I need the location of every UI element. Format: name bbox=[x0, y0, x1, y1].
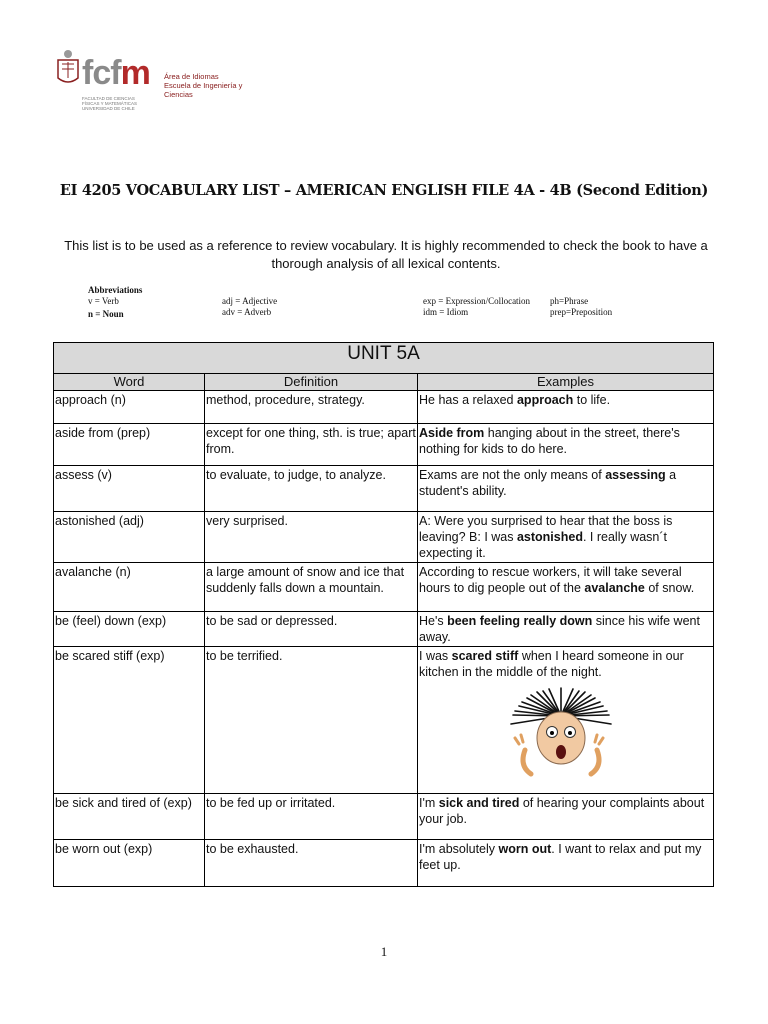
example-cell bbox=[418, 391, 714, 424]
word-cell: assess (v) bbox=[54, 466, 205, 512]
scared-cartoon-illustration bbox=[491, 686, 631, 778]
table-row bbox=[54, 512, 714, 563]
example-cell bbox=[418, 794, 714, 840]
abbreviations-col-2 bbox=[222, 296, 277, 318]
example-cell bbox=[418, 424, 714, 466]
vocabulary-table bbox=[53, 342, 714, 887]
example-text: of hearing your complaints about your job. bbox=[419, 796, 705, 826]
abbr-expression: exp = Expression/Collocation bbox=[423, 296, 531, 306]
definition-cell: to be exhausted. bbox=[205, 840, 418, 887]
example-text: a student's ability. bbox=[419, 468, 677, 498]
example-text: I was bbox=[419, 649, 452, 663]
table-row bbox=[54, 840, 714, 887]
table-row bbox=[54, 391, 714, 424]
document-title: EI 4205 VOCABULARY LIST – AMERICAN ENGLISH FILE 4A - 4B (Second Edition) bbox=[59, 182, 709, 199]
table-row bbox=[54, 612, 714, 647]
example-keyword: worn out bbox=[498, 842, 552, 856]
example-text: . I really wasn´t expecting it. bbox=[419, 530, 668, 560]
example-text: since his wife went away. bbox=[419, 614, 700, 644]
logo-faculty: FACULTAD DE CIENCIAS FÍSICAS Y MATEMÁTICAS UNIVERSIDAD DE CHILE bbox=[82, 96, 138, 111]
abbr-phrase: ph=Phrase bbox=[550, 296, 589, 306]
example-text: . I want to relax and put my feet up. bbox=[419, 842, 702, 872]
example-cell bbox=[418, 563, 714, 612]
unit-header-row bbox=[54, 343, 714, 374]
example-keyword: Aside from bbox=[419, 426, 485, 440]
abbr-noun: n = Noun bbox=[88, 309, 124, 319]
table-row bbox=[54, 424, 714, 466]
example-text: A: Were you surprised to hear that the boss is leaving? B: I was bbox=[419, 514, 673, 544]
definition-cell: to be terrified. bbox=[205, 647, 418, 794]
word-cell: avalanche (n) bbox=[54, 563, 205, 612]
definition-cell: a large amount of snow and ice that suddenly falls down a mountain. bbox=[205, 563, 418, 612]
example-keyword: scared stiff bbox=[451, 649, 519, 663]
abbreviations-col-3 bbox=[423, 296, 530, 318]
intro-paragraph: This list is to be used as a reference to review vocabulary. It is highly recommended to check the book to have a thorough analysis of all lexical contents. bbox=[64, 238, 708, 271]
example-text: Exams are not the only means of bbox=[419, 468, 606, 482]
example-text: He has a relaxed bbox=[419, 393, 517, 407]
example-keyword: astonished bbox=[516, 530, 583, 544]
example-cell bbox=[418, 840, 714, 887]
abbreviations-heading: Abbreviations bbox=[88, 285, 143, 295]
example-text: hanging about in the street, there's nothing for kids to do here. bbox=[419, 426, 680, 456]
example-text: According to rescue workers, it will take several hours to dig people out of the bbox=[419, 565, 682, 595]
word-cell: aside from (prep) bbox=[54, 424, 205, 466]
example-keyword: sick and tired bbox=[438, 796, 520, 810]
abbr-idiom: idm = Idiom bbox=[423, 307, 469, 317]
crest-icon bbox=[56, 48, 80, 88]
example-text: to life. bbox=[573, 393, 611, 407]
example-cell bbox=[418, 647, 714, 794]
header-examples: Examples bbox=[418, 374, 714, 391]
table-row bbox=[54, 794, 714, 840]
example-text: when I heard someone in our kitchen in the middle of the night. bbox=[419, 649, 684, 679]
word-cell: astonished (adj) bbox=[54, 512, 205, 563]
example-text: I'm bbox=[419, 796, 439, 810]
example-keyword: assessing bbox=[605, 468, 666, 482]
logo-area: Área de Idiomas bbox=[164, 72, 219, 81]
word-cell: be (feel) down (exp) bbox=[54, 612, 205, 647]
definition-cell: to evaluate, to judge, to analyze. bbox=[205, 466, 418, 512]
page-number: 1 bbox=[380, 944, 388, 959]
abbr-adjective: adj = Adjective bbox=[222, 296, 278, 306]
definition-cell: to be fed up or irritated. bbox=[205, 794, 418, 840]
column-header-row bbox=[54, 374, 714, 391]
example-text: He's bbox=[419, 614, 448, 628]
example-keyword: been feeling really down bbox=[447, 614, 593, 628]
abbreviations-col-1 bbox=[88, 285, 142, 318]
institution-logo bbox=[56, 44, 256, 116]
table-row bbox=[54, 647, 714, 794]
word-cell: be sick and tired of (exp) bbox=[54, 794, 205, 840]
header-definition: Definition bbox=[205, 374, 418, 391]
abbr-verb: v = Verb bbox=[88, 296, 119, 306]
unit-title: UNIT 5A bbox=[54, 343, 714, 374]
abbr-preposition: prep=Preposition bbox=[550, 307, 613, 317]
abbr-adverb: adv = Adverb bbox=[222, 307, 272, 317]
example-text: I'm absolutely bbox=[419, 842, 499, 856]
word-cell: be scared stiff (exp) bbox=[54, 647, 205, 794]
example-cell bbox=[418, 512, 714, 563]
example-cell bbox=[418, 466, 714, 512]
example-cell bbox=[418, 612, 714, 647]
example-keyword: avalanche bbox=[584, 581, 645, 595]
logo-wordmark: fcfm bbox=[82, 54, 150, 92]
example-text: of snow. bbox=[644, 581, 695, 595]
table-row bbox=[54, 563, 714, 612]
abbreviations-col-4 bbox=[550, 296, 612, 318]
logo-school: Escuela de Ingeniería y Ciencias bbox=[164, 81, 243, 99]
definition-cell: to be sad or depressed. bbox=[205, 612, 418, 647]
word-cell: approach (n) bbox=[54, 391, 205, 424]
example-keyword: approach bbox=[516, 393, 574, 407]
definition-cell: except for one thing, sth. is true; apart from. bbox=[205, 424, 418, 466]
word-cell: be worn out (exp) bbox=[54, 840, 205, 887]
definition-cell: method, procedure, strategy. bbox=[205, 391, 418, 424]
definition-cell: very surprised. bbox=[205, 512, 418, 563]
header-word: Word bbox=[54, 374, 205, 391]
table-row bbox=[54, 466, 714, 512]
